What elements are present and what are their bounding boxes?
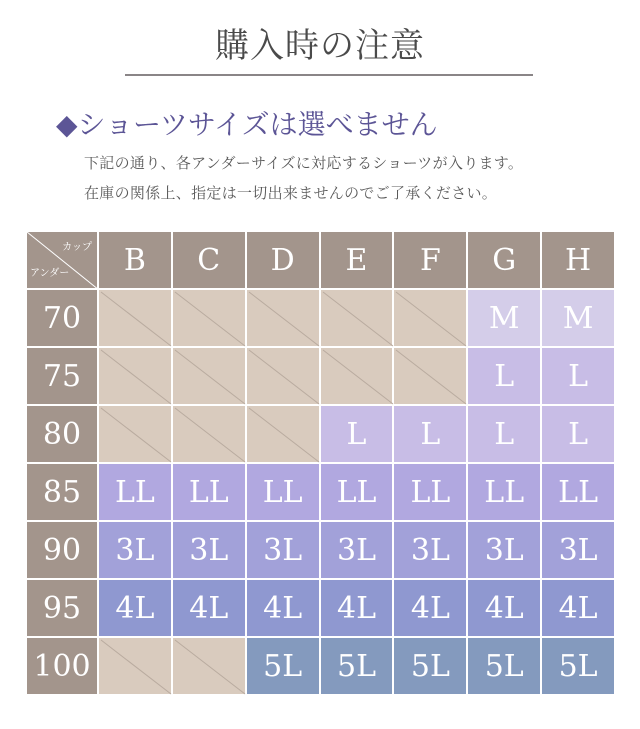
shorts-size-cell: LL <box>247 464 321 522</box>
shorts-size-cell: L <box>542 406 616 464</box>
cup-header-b: B <box>99 232 173 290</box>
shorts-size-cell: LL <box>173 464 247 522</box>
not-available-cell <box>394 348 468 406</box>
not-available-cell <box>321 348 395 406</box>
under-axis-label: アンダー <box>30 268 70 279</box>
shorts-size-cell: LL <box>394 464 468 522</box>
shorts-size-cell: 3L <box>99 522 173 580</box>
shorts-size-cell: 4L <box>321 580 395 638</box>
shorts-size-cell: 5L <box>468 638 542 696</box>
shorts-size-cell: L <box>321 406 395 464</box>
shorts-size-cell: 3L <box>321 522 395 580</box>
cup-header-e: E <box>321 232 395 290</box>
shorts-size-cell: 3L <box>542 522 616 580</box>
section-heading: ◆ショーツサイズは選べません <box>56 108 438 141</box>
under-header-95: 95 <box>27 580 99 638</box>
title-divider <box>125 74 533 76</box>
description-line-2: 在庫の関係上、指定は一切出来ませんのでご了承ください。 <box>84 184 498 202</box>
shorts-size-cell: LL <box>321 464 395 522</box>
page-title: 購入時の注意 <box>215 26 425 66</box>
not-available-cell <box>173 638 247 696</box>
cup-header-c: C <box>173 232 247 290</box>
shorts-size-cell: L <box>468 406 542 464</box>
not-available-cell <box>173 406 247 464</box>
shorts-size-cell: L <box>394 406 468 464</box>
shorts-size-cell: LL <box>468 464 542 522</box>
under-header-85: 85 <box>27 464 99 522</box>
shorts-size-cell: 3L <box>394 522 468 580</box>
shorts-size-cell: 5L <box>542 638 616 696</box>
not-available-cell <box>247 290 321 348</box>
shorts-size-cell: 5L <box>321 638 395 696</box>
shorts-size-cell: 4L <box>173 580 247 638</box>
shorts-size-cell: 4L <box>99 580 173 638</box>
not-available-cell <box>99 348 173 406</box>
shorts-size-cell: 4L <box>394 580 468 638</box>
not-available-cell <box>99 290 173 348</box>
cup-axis-label: カップ <box>62 242 92 253</box>
shorts-size-cell: 4L <box>542 580 616 638</box>
shorts-size-cell: M <box>468 290 542 348</box>
shorts-size-cell: LL <box>542 464 616 522</box>
cup-header-h: H <box>542 232 616 290</box>
cup-header-f: F <box>394 232 468 290</box>
shorts-size-cell: 5L <box>247 638 321 696</box>
shorts-size-cell: M <box>542 290 616 348</box>
not-available-cell <box>394 290 468 348</box>
not-available-cell <box>321 290 395 348</box>
shorts-size-cell: L <box>468 348 542 406</box>
shorts-size-cell: 4L <box>247 580 321 638</box>
under-header-100: 100 <box>27 638 99 696</box>
not-available-cell <box>247 348 321 406</box>
not-available-cell <box>173 348 247 406</box>
not-available-cell <box>247 406 321 464</box>
cup-header-d: D <box>247 232 321 290</box>
size-table <box>27 232 616 696</box>
description-line-1: 下記の通り、各アンダーサイズに対応するショーツが入ります。 <box>84 154 524 172</box>
under-header-70: 70 <box>27 290 99 348</box>
not-available-cell <box>173 290 247 348</box>
shorts-size-cell: 3L <box>468 522 542 580</box>
table-corner-header <box>27 232 99 290</box>
shorts-size-cell: 3L <box>247 522 321 580</box>
under-header-90: 90 <box>27 522 99 580</box>
shorts-size-cell: L <box>542 348 616 406</box>
under-header-80: 80 <box>27 406 99 464</box>
shorts-size-cell: 4L <box>468 580 542 638</box>
shorts-size-cell: 3L <box>173 522 247 580</box>
shorts-size-cell: LL <box>99 464 173 522</box>
cup-header-g: G <box>468 232 542 290</box>
under-header-75: 75 <box>27 348 99 406</box>
shorts-size-cell: 5L <box>394 638 468 696</box>
not-available-cell <box>99 406 173 464</box>
not-available-cell <box>99 638 173 696</box>
